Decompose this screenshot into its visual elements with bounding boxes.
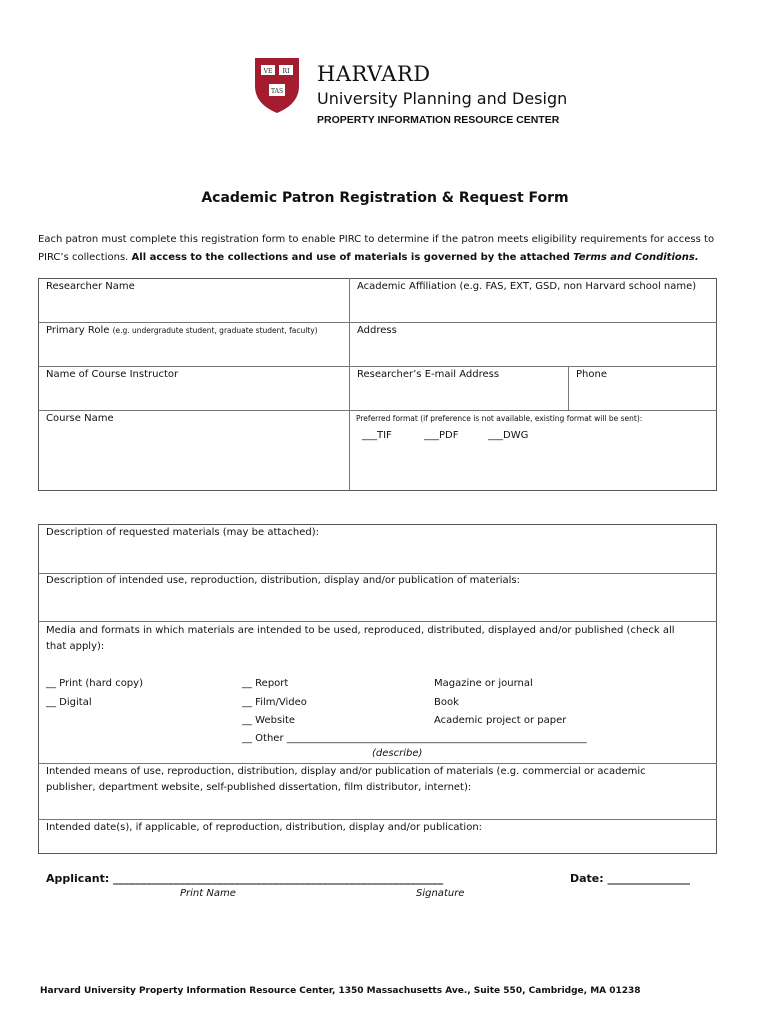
media-formats-label-1: Media and formats in which materials are intended to be used, reproduced, distributed, displayed and/or published (check all [46,625,675,636]
intro-paragraph [38,231,728,267]
applicant-signature-line[interactable]: ____________________________________________________________ [113,872,444,885]
table-divider [349,278,350,491]
applicant-row [46,872,443,885]
researcher-name-field[interactable]: Researcher Name [46,281,135,292]
description-use-field[interactable]: Description of intended use, reproduction, distribution, display and/or publication of materials: [46,575,520,586]
preferred-format-note: Preferred format (if preference is not available, existing format will be sent): [356,414,643,423]
option-website[interactable]: __ Website [242,715,296,726]
logo-text-2: RI [282,68,290,75]
description-requested-field[interactable]: Description of requested materials (may be attached): [46,527,320,538]
format-dwg-option[interactable]: ___DWG [488,430,529,441]
option-other[interactable]: __ Other ____________________________________________________________ [242,733,587,744]
date-label: Date: [570,872,604,885]
dept-name: University Planning and Design [317,89,568,108]
registration-table [38,278,717,491]
table-row-divider [38,763,717,764]
table-row-divider [38,621,717,622]
harvard-shield-logo [253,56,301,114]
describe-label: (describe) [372,748,423,759]
format-pdf-option[interactable]: ___PDF [424,430,459,441]
form-title: Academic Patron Registration & Request Form [201,190,569,206]
intended-means-label-2: publisher, department website, self-published dissertation, film distributor, internet): [46,782,472,793]
phone-field[interactable]: Phone [576,369,607,380]
option-magazine[interactable]: Magazine or journal [434,678,533,689]
org-name: HARVARD [317,62,431,86]
course-instructor-field[interactable]: Name of Course Instructor [46,369,179,380]
academic-affiliation-field[interactable]: Academic Affiliation (e.g. FAS, EXT, GSD, non Harvard school name) [357,281,697,292]
option-report[interactable]: __ Report [242,678,289,689]
course-name-field[interactable]: Course Name [46,413,114,424]
applicant-label: Applicant: [46,872,110,885]
table-row-divider [38,819,717,820]
logo-text-3: TAS [270,88,284,95]
option-digital[interactable]: __ Digital [46,697,92,708]
center-name: PROPERTY INFORMATION RESOURCE CENTER [317,114,560,126]
intro-text: Each patron must complete this registration form to enable PIRC to determine if the patron meets eligibility requirements for access to PIRC’s collections. [38,234,715,263]
table-row-divider [38,573,717,574]
address-field[interactable]: Address [357,325,397,336]
table-row-divider [38,410,717,411]
option-print[interactable]: __ Print (hard copy) [46,678,143,689]
table-row-divider [38,366,717,367]
signature-label: Signature [416,888,465,899]
footer-address: Harvard University Property Information Resource Center, 1350 Massachusetts Ave., Suite 550, Cambridge, MA 01238 [40,986,641,996]
intro-terms: Terms and Conditions. [573,252,699,263]
intended-dates-field[interactable]: Intended date(s), if applicable, of reproduction, distribution, display and/or publication: [46,822,483,833]
date-row [570,872,690,885]
logo-text-1: VE [263,68,273,75]
option-academic-project[interactable]: Academic project or paper [434,715,567,726]
table-divider [568,366,569,410]
primary-role-field[interactable] [46,325,318,336]
print-name-label: Print Name [180,888,236,899]
date-line[interactable]: _______________ [607,872,691,885]
primary-role-label: Primary Role [46,325,110,336]
format-tif-option[interactable]: ___TIF [362,430,392,441]
table-row-divider [38,322,717,323]
option-book[interactable]: Book [434,697,459,708]
media-formats-label-2: that apply): [46,641,105,652]
option-film-video[interactable]: __ Film/Video [242,697,307,708]
researcher-email-field[interactable]: Researcher’s E-mail Address [357,369,500,380]
intro-bold: All access to the collections and use of materials is governed by the attached [131,252,570,263]
intended-means-label-1: Intended means of use, reproduction, distribution, display and/or publication of materials (e.g. commercial or academic [46,766,646,777]
primary-role-hint: (e.g. undergradute student, graduate student, faculty) [112,326,318,335]
